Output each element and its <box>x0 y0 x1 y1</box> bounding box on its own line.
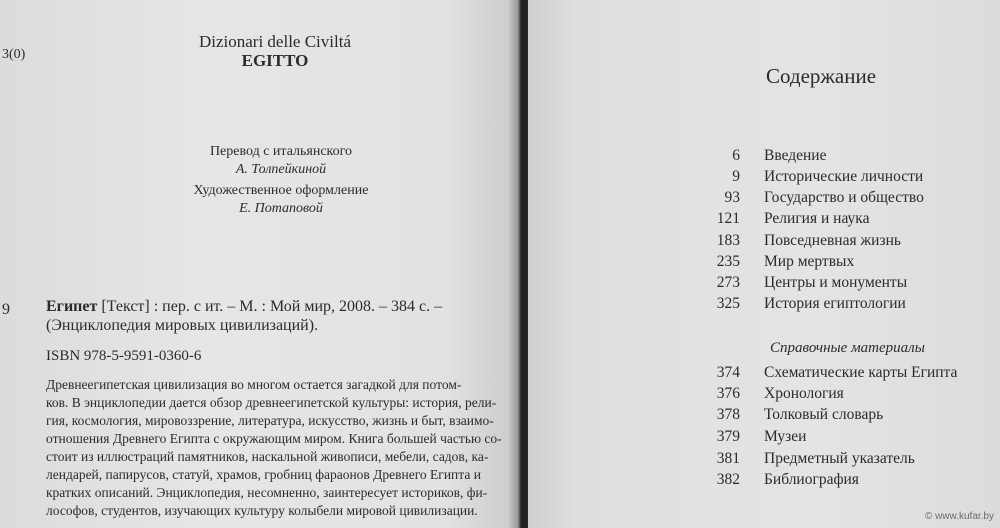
abstract-line: гия, космология, мировоззрение, литература, искусство, жизнь и быт, взаимо- <box>46 413 494 428</box>
toc-page-number: 325 <box>716 295 740 312</box>
toc-page-number: 376 <box>716 385 740 402</box>
abstract-line: Древнеегипетская цивилизация во многом остается загадкой для потом- <box>46 377 462 392</box>
classification-code: 3(0) <box>2 47 26 62</box>
page-gutter <box>508 0 530 528</box>
watermark: © www.kufar.by <box>924 511 994 522</box>
toc-entry-title: Толковый словарь <box>764 406 884 423</box>
toc-entry-title: Центры и монументы <box>764 274 908 291</box>
isbn: ISBN 978-5-9591-0360-6 <box>46 348 202 364</box>
catalog-record <box>46 298 516 316</box>
toc-entry-title: Религия и наука <box>764 210 870 227</box>
toc-page-number: 273 <box>716 274 740 291</box>
toc-entry-title: Предметный указатель <box>764 450 915 467</box>
catalog-series: (Энциклопедия мировых цивилизаций). <box>46 317 319 334</box>
toc-title: Содержание <box>766 64 877 88</box>
original-book-title: EGITTO <box>241 51 309 70</box>
toc-entry-title: Государство и общество <box>764 189 924 206</box>
toc-entry-title: Схематические карты Египта <box>764 364 958 381</box>
catalog-title: Египет <box>46 298 98 315</box>
toc-entry-title: Мир мертвых <box>764 253 855 270</box>
abstract-line: ков. В энциклопедии дается обзор древнеегипетской культуры: история, рели- <box>46 395 497 410</box>
toc-page-number: 9 <box>732 168 740 185</box>
toc-page-number: 6 <box>732 147 740 164</box>
toc-page-number: 93 <box>724 189 740 206</box>
toc-page-number: 374 <box>716 364 740 381</box>
abstract-line: стоит из иллюстраций памятников, наскальной живописи, мебели, садов, ка- <box>46 449 489 464</box>
toc-page-number: 382 <box>716 471 740 488</box>
toc-page-number: 381 <box>716 450 740 467</box>
toc-entry-title: Библиография <box>764 471 859 488</box>
book-abstract <box>46 376 518 520</box>
toc-page-number: 379 <box>716 428 740 445</box>
toc-page-number: 378 <box>716 406 740 423</box>
catalog-details: [Текст] : пер. с ит. – М. : Мой мир, 2008. – 384 с. – <box>101 298 443 315</box>
toc-page-number: 183 <box>716 232 740 249</box>
toc-entry-title: Музеи <box>764 428 807 445</box>
translation-label: Перевод с итальянского <box>209 144 353 159</box>
toc-entry-title: Хронология <box>764 385 844 402</box>
toc-page-number: 121 <box>716 210 740 227</box>
toc-entry-title: Введение <box>764 147 827 164</box>
reference-heading: Справочные материалы <box>770 340 925 356</box>
catalog-index: 9 <box>2 301 10 318</box>
abstract-line: кратких описаний. Энциклопедия, несомненно, заинтересует историков, фи- <box>46 485 488 500</box>
toc-page-number: 235 <box>716 253 740 270</box>
abstract-line: лософов, студентов, изучающих культуру колыбели мировой цивилизации. <box>46 503 478 518</box>
design-label: Художественное оформление <box>193 183 369 198</box>
translator-name: А. Толпейкиной <box>235 162 327 177</box>
abstract-line: отношения Древнего Египта с окружающим миром. Книга большей частью со- <box>46 431 502 446</box>
toc-entry-title: История египтологии <box>764 295 906 312</box>
toc-entry-title: Повседневная жизнь <box>764 232 901 249</box>
toc-entry-title: Исторические личности <box>764 168 924 185</box>
original-series-title: Dizionari delle Civiltá <box>198 32 351 51</box>
designer-name: Е. Потаповой <box>239 201 323 216</box>
abstract-line: лендарей, папирусов, статуй, храмов, гробниц фараонов Древнего Египта и <box>46 467 481 482</box>
